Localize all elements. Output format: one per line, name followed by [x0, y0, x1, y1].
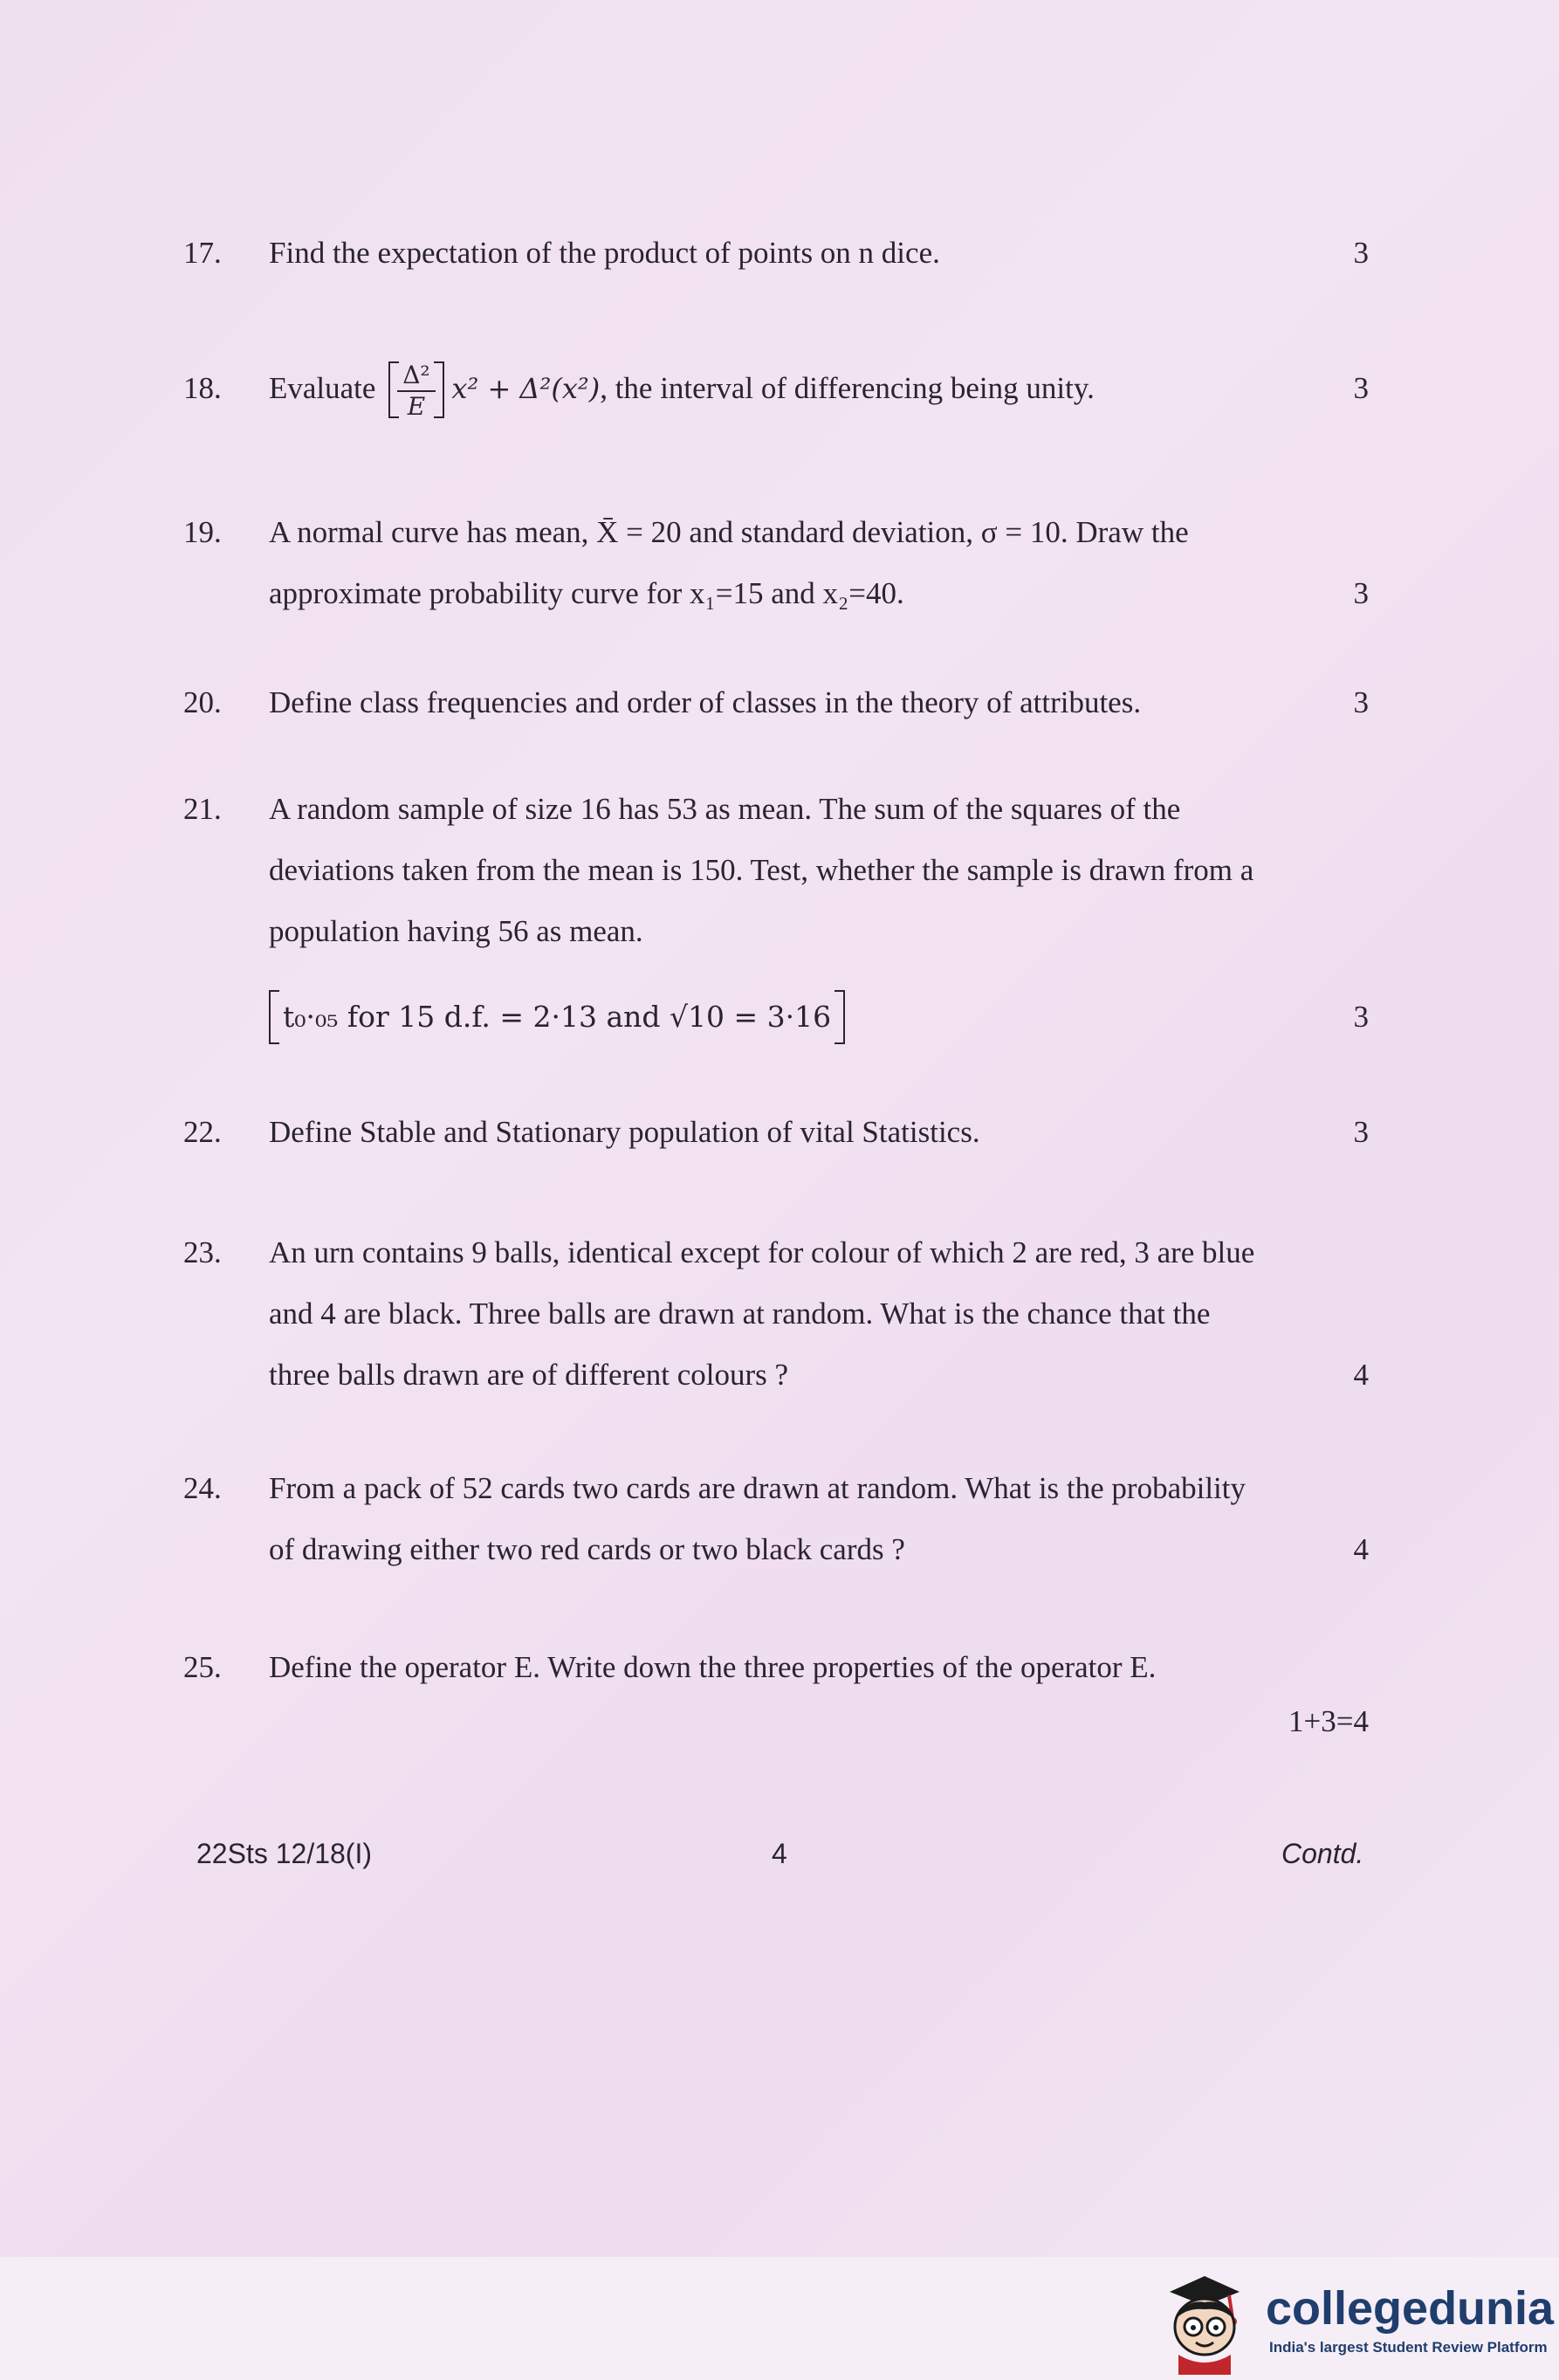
- line-1: A random sample of size 16 has 53 as mean. The sum of the squares of the: [269, 792, 1181, 826]
- hint-text: t₀·₀₅ for 15 d.f. = 2·13 and √10 = 3·16: [283, 1000, 832, 1034]
- fraction-numerator: Δ²: [397, 361, 435, 392]
- question-suffix: , the interval of differencing being unity.: [600, 371, 1095, 405]
- line-1: A normal curve has mean, X̄ = 20 and standard deviation, σ = 10. Draw the: [269, 515, 1189, 549]
- question-mark: 4: [1353, 1358, 1369, 1392]
- brand-name: collegedunia: [1266, 2282, 1555, 2335]
- mascot-icon: [1152, 2257, 1257, 2375]
- question-mark: 3: [1353, 236, 1369, 270]
- paper-code: 22Sts 12/18(I): [196, 1838, 372, 1869]
- hint-bracket: [269, 987, 845, 1048]
- question-text: [269, 502, 1379, 624]
- question-number: 19.: [183, 515, 222, 549]
- question-number: 25.: [183, 1650, 222, 1684]
- line-2: approximate probability curve for x₁=15 and x₂=40.: [269, 576, 904, 610]
- expression: x² + Δ²(x²): [451, 372, 601, 405]
- question-text: Define Stable and Stationary population of vital Statistics.: [269, 1115, 980, 1149]
- collegedunia-logo: [1152, 2257, 1554, 2375]
- question-number: 20.: [183, 685, 222, 719]
- line-2: of drawing either two red cards or two black cards ?: [269, 1532, 905, 1566]
- line-3: three balls drawn are of different colours ?: [269, 1358, 789, 1392]
- question-mark: 3: [1353, 1115, 1369, 1149]
- question-number: 18.: [183, 371, 222, 405]
- operator-bracket: [388, 358, 443, 422]
- line-3: population having 56 as mean.: [269, 914, 643, 948]
- evaluate-label: Evaluate: [269, 371, 376, 405]
- question-mark: 3: [1353, 576, 1369, 610]
- contd-label: Contd.: [1281, 1838, 1364, 1869]
- question-text: [269, 1222, 1379, 1406]
- fraction-denominator: E: [407, 391, 426, 421]
- hint-line: [269, 987, 1379, 1048]
- line-1: From a pack of 52 cards two cards are drawn at random. What is the probability: [269, 1471, 1247, 1505]
- page-number: 4: [772, 1838, 787, 1869]
- line-1: An urn contains 9 balls, identical except for colour of which 2 are red, 3 are blue: [269, 1235, 1255, 1269]
- question-text: Define the operator E. Write down the three properties of the operator E.: [269, 1650, 1157, 1684]
- question-number: 24.: [183, 1471, 222, 1505]
- line-2: deviations taken from the mean is 150. Test, whether the sample is drawn from a: [269, 853, 1254, 887]
- question-mark: 3: [1353, 371, 1369, 405]
- question-text: Define class frequencies and order of classes in the theory of attributes.: [269, 685, 1142, 719]
- question-number: 17.: [183, 236, 222, 270]
- question-text: [269, 358, 1379, 422]
- question-text: [269, 779, 1379, 1048]
- line-2: and 4 are black. Three balls are drawn at random. What is the chance that the: [269, 1297, 1211, 1331]
- question-text: Find the expectation of the product of points on n dice.: [269, 236, 940, 270]
- question-mark: 4: [1353, 1532, 1369, 1566]
- brand-tagline: India's largest Student Review Platform: [1269, 2339, 1548, 2356]
- delta-squared-over-e: [397, 361, 435, 422]
- question-number: 23.: [183, 1235, 222, 1269]
- question-text: [269, 1458, 1379, 1580]
- question-number: 21.: [183, 792, 222, 826]
- question-mark: 3: [1353, 685, 1369, 719]
- question-mark: 3: [1353, 1000, 1369, 1034]
- question-number: 22.: [183, 1115, 222, 1149]
- question-mark: 1+3=4: [1288, 1704, 1369, 1738]
